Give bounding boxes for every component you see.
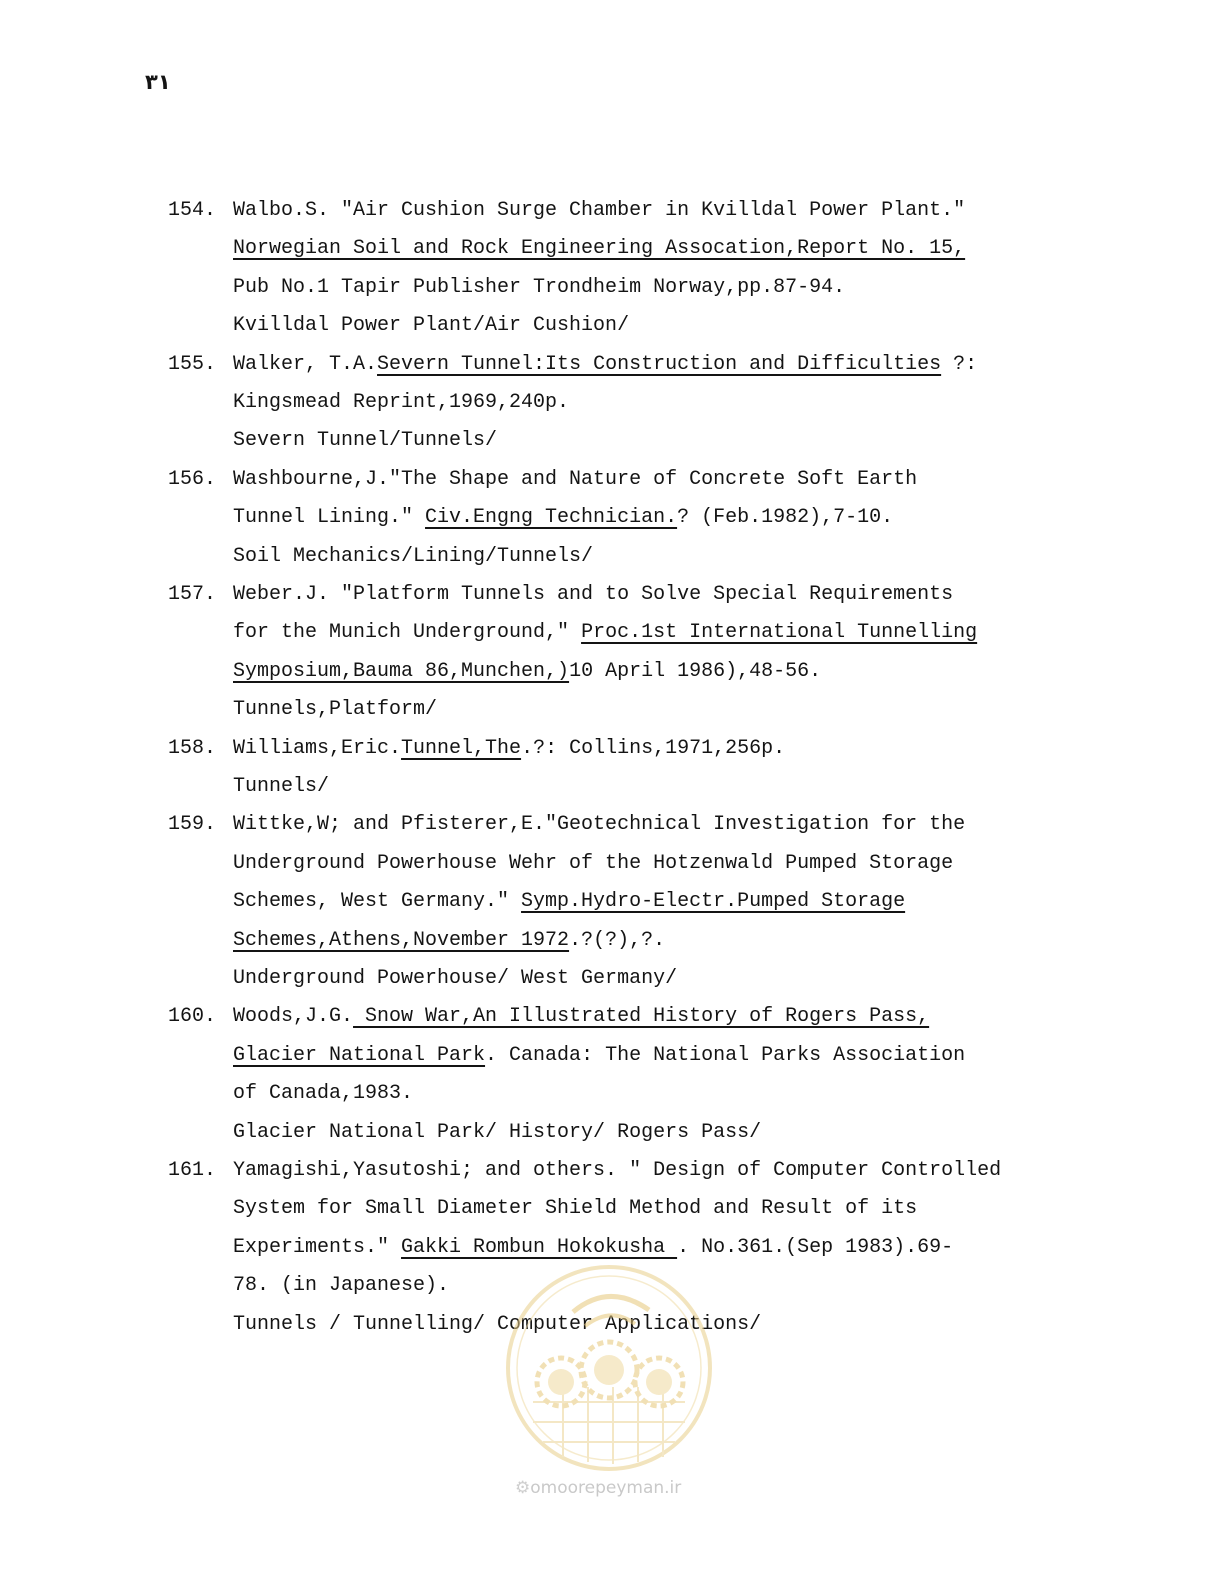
reference-text: Tunnel Lining.": [233, 506, 426, 530]
reference-text: 78. (in Japanese).: [233, 1274, 450, 1298]
reference-text: Tunnels/: [233, 774, 330, 798]
reference-text: System for Small Diameter Shield Method and Result of its: [233, 1197, 918, 1221]
reference-text: Woods,J.G.: [233, 1005, 354, 1029]
reference-line: [233, 730, 785, 768]
reference-number: 160.: [168, 1005, 217, 1029]
reference-text: Severn Tunnel/Tunnels/: [233, 429, 498, 453]
reference-line: [233, 1190, 917, 1228]
underlined-title: Gakki Rombun Hokokusha: [401, 1235, 678, 1259]
watermark-text: ⚙omoorepeyman.ir: [515, 1478, 682, 1498]
underlined-title: Proc.1st International Tunnelling: [581, 621, 978, 645]
reference-line: [233, 691, 437, 729]
reference-line: [233, 922, 665, 960]
underlined-title: Severn Tunnel:Its Construction and Difficulties: [377, 352, 942, 376]
reference-text: for the Munich Underground,": [233, 621, 582, 645]
underlined-title: Glacier National Park: [233, 1043, 486, 1067]
reference-text: Weber.J. "Platform Tunnels and to Solve Special Requirements: [233, 583, 954, 606]
reference-number: 157.: [168, 583, 217, 606]
reference-line: [233, 269, 845, 307]
reference-text: Walker, T.A.: [233, 352, 378, 376]
reference-line: [233, 1075, 413, 1113]
reference-line: [233, 806, 965, 844]
underlined-title: Symposium,Bauma 86,Munchen,): [233, 659, 570, 683]
reference-text: ? (Feb.1982),7-10.: [677, 506, 894, 530]
reference-line: [233, 960, 677, 998]
reference-line: [233, 883, 905, 921]
reference-text: 10 April 1986),48-56.: [569, 659, 822, 683]
reference-text: Tunnels,Platform/: [233, 698, 438, 722]
reference-line: [233, 1114, 761, 1152]
reference-text: Soil Mechanics/Lining/Tunnels/: [233, 544, 594, 568]
reference-text: Underground Powerhouse/ West Germany/: [233, 966, 678, 990]
reference-line: [233, 230, 965, 268]
reference-line: [233, 998, 929, 1036]
reference-text: Williams,Eric.: [233, 736, 402, 760]
reference-line: [233, 499, 893, 537]
underlined-title: Schemes,Athens,November 1972: [233, 928, 570, 952]
reference-line: [233, 461, 917, 499]
reference-number: 156.: [168, 467, 217, 491]
underlined-title: Symp.Hydro-Electr.Pumped Storage: [521, 890, 906, 914]
reference-line: [233, 768, 329, 806]
reference-text: Schemes, West Germany.": [233, 890, 522, 914]
reference-line: [233, 614, 977, 652]
reference-line: [233, 307, 629, 345]
reference-line: [233, 1152, 1001, 1190]
reference-line: [233, 576, 953, 614]
reference-text: .?(?),?.: [569, 928, 666, 952]
reference-text: Washbourne,J."The Shape and Nature of Concrete Soft Earth: [233, 467, 918, 491]
reference-line: [233, 1267, 449, 1305]
reference-text: Walbo.S. "Air Cushion Surge Chamber in Kvilldal Power Plant.": [233, 199, 966, 222]
reference-number: 154.: [168, 199, 217, 222]
reference-line: [233, 384, 569, 422]
reference-text: .?: Collins,1971,256p.: [521, 736, 786, 760]
reference-line: [233, 538, 593, 576]
reference-text: Glacier National Park/ History/ Rogers Pass/: [233, 1120, 762, 1144]
reference-line: [233, 192, 965, 230]
reference-text: Pub No.1 Tapir Publisher Trondheim Norway,pp.87-94.: [233, 275, 846, 299]
reference-text: . No.361.(Sep 1983).69-: [677, 1235, 954, 1259]
reference-number: 155.: [168, 352, 217, 376]
reference-text: Underground Powerhouse Wehr of the Hotzenwald Pumped Storage: [233, 851, 954, 875]
reference-line: [233, 1037, 965, 1075]
reference-number: 161.: [168, 1159, 217, 1182]
seal-watermark-icon: [503, 1262, 715, 1474]
reference-text: ?:: [941, 352, 978, 376]
reference-text: Wittke,W; and Pfisterer,E."Geotechnical Investigation for the: [233, 813, 966, 837]
reference-number: 159.: [168, 813, 217, 837]
reference-text: Tunnels / Tunnelling/ Computer Applications/: [233, 1312, 762, 1336]
reference-text: Yamagishi,Yasutoshi; and others. " Design of Computer Controlled: [233, 1159, 1002, 1182]
underlined-title: Tunnel,The: [401, 736, 522, 760]
gear-icon: ⚙: [515, 1478, 531, 1498]
underlined-title: Civ.Engng Technician.: [425, 506, 678, 530]
underlined-title: Norwegian Soil and Rock Engineering Assocation,Report No. 15,: [233, 237, 966, 261]
reference-line: [233, 653, 821, 691]
reference-line: [233, 346, 977, 384]
reference-number: 158.: [168, 736, 217, 760]
reference-text: of Canada,1983.: [233, 1082, 414, 1106]
underlined-title: Snow War,An Illustrated History of Rogers Pass,: [353, 1005, 930, 1029]
reference-text: . Canada: The National Parks Association: [485, 1043, 966, 1067]
reference-text: Kvilldal Power Plant/Air Cushion/: [233, 314, 630, 338]
reference-line: [233, 845, 953, 883]
reference-text: Kingsmead Reprint,1969,240p.: [233, 390, 570, 414]
page-number: ٣١: [145, 70, 171, 94]
reference-text: Experiments.": [233, 1235, 402, 1259]
reference-line: [233, 422, 497, 460]
